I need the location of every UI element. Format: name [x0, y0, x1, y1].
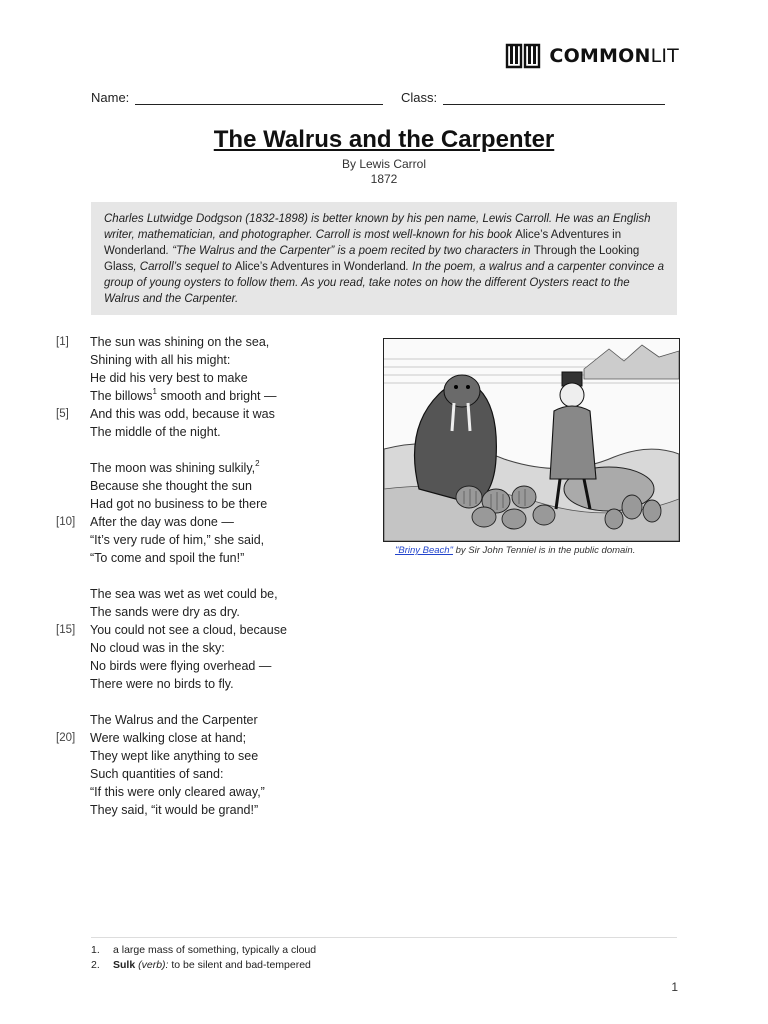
- poem-line-text: They said, “it would be grand!”: [90, 803, 259, 817]
- poem-line-text: You could not see a cloud, because: [90, 623, 287, 637]
- poem-line-text: “If this were only cleared away,”: [90, 785, 265, 799]
- brand-name: COMMONLIT: [549, 45, 679, 67]
- poem-line: [56, 729, 376, 747]
- poem-line: [56, 351, 376, 369]
- poem-line: [56, 369, 376, 387]
- poem-line-text: No birds were flying overhead —: [90, 659, 272, 673]
- poem-line-text: The Walrus and the Carpenter: [90, 713, 258, 727]
- class-label: Class:: [401, 90, 438, 105]
- walrus-carpenter-illustration: [383, 338, 680, 542]
- byline: [0, 157, 768, 187]
- poem-line-text: And this was odd, because it was: [90, 407, 275, 421]
- poem-line: [56, 639, 376, 657]
- poem-line: [56, 747, 376, 765]
- poem-line-text: The middle of the night.: [90, 425, 221, 439]
- poem-line-text: “To come and spoil the fun!”: [90, 551, 245, 565]
- class-field[interactable]: [401, 90, 665, 105]
- poem-line: [56, 387, 376, 405]
- intro-box: Charles Lutwidge Dodgson (1832-1898) is better known by his pen name, Lewis Carroll. He was an English writer, mathematician, and photographer. Carroll is most well-known for his book Alice’s Adventures in Wonderland. “The Walrus and the Carpenter” is a poem recited by two characters in Through the Looking Glass, Carroll’s sequel to Alice’s Adventures in Wonderland. In the poem, a walrus and a carpenter convince a group of young oysters to follow them. As you read, take notes on how the different Oysters react to the Walrus and the Carpenter.: [91, 202, 677, 315]
- footnote-ref: 1: [152, 387, 157, 396]
- line-number: [10]: [56, 516, 76, 528]
- commonlit-logo: [505, 42, 679, 70]
- poem-line-text: Because she thought the sun: [90, 479, 252, 493]
- poem-line: [56, 783, 376, 801]
- poem-line: [56, 657, 376, 675]
- poem-line: [56, 477, 376, 495]
- poem-line-text: There were no birds to fly.: [90, 677, 234, 691]
- line-number: [20]: [56, 732, 76, 744]
- poem-line: [56, 765, 376, 783]
- line-number: [5]: [56, 408, 69, 420]
- poem-line: [56, 675, 376, 693]
- poem-line: [56, 531, 376, 549]
- poem-line: [56, 513, 376, 531]
- footnote-ref: 2: [255, 459, 260, 468]
- poem-line-text: He did his very best to make: [90, 371, 248, 385]
- name-label: Name:: [91, 90, 130, 105]
- poem-line: [56, 423, 376, 441]
- poem-line: [56, 333, 376, 351]
- name-line[interactable]: [135, 90, 383, 105]
- poem-line: [56, 459, 376, 477]
- poem-line: [56, 603, 376, 621]
- poem-line: [56, 585, 376, 603]
- page-title: The Walrus and the Carpenter: [213, 126, 555, 153]
- page-number: 1: [671, 980, 678, 994]
- year: 1872: [370, 172, 398, 186]
- poem-line: [56, 549, 376, 567]
- class-line[interactable]: [443, 90, 665, 105]
- image-caption: "Briny Beach" by Sir John Tenniel is in the public domain.: [395, 545, 636, 556]
- poem-line-text: Shining with all his might:: [90, 353, 231, 367]
- line-number: [1]: [56, 336, 69, 348]
- footnote: 1. a large mass of something, typically a cloud: [91, 944, 317, 956]
- caption-link[interactable]: "Briny Beach": [395, 545, 453, 556]
- footnote: 2. Sulk (verb): to be silent and bad-tempered: [91, 959, 311, 971]
- poem-line: [56, 405, 376, 423]
- poem-line-text: The sun was shining on the sea,: [90, 335, 270, 349]
- poem-line-text: The sea was wet as wet could be,: [90, 587, 278, 601]
- poem-line-text: The moon was shining sulkily,$^2$: [90, 459, 260, 475]
- poem-line: [56, 621, 376, 639]
- author: By Lewis Carrol: [341, 157, 427, 171]
- poem-line-text: “It’s very rude of him,” she said,: [90, 533, 265, 547]
- poem-line-text: They wept like anything to see: [90, 749, 259, 763]
- poem-line-text: The sands were dry as dry.: [90, 605, 240, 619]
- name-field[interactable]: [91, 90, 383, 105]
- poem-line: [56, 711, 376, 729]
- poem-line-text: No cloud was in the sky:: [90, 641, 225, 655]
- poem-line-text: The billows$^1$ smooth and bright —: [90, 387, 277, 403]
- poem-line-text: After the day was done —: [90, 515, 234, 529]
- poem-line-text: Were walking close at hand;: [90, 731, 247, 745]
- poem-line: [56, 495, 376, 513]
- line-number: [15]: [56, 624, 76, 636]
- footnotes: [91, 937, 677, 973]
- illustration-drawing: [384, 339, 679, 541]
- book-icon: [505, 42, 541, 70]
- poem-line: [56, 801, 376, 819]
- poem-line-text: Such quantities of sand:: [90, 767, 224, 781]
- poem-line-text: Had got no business to be there: [90, 497, 268, 511]
